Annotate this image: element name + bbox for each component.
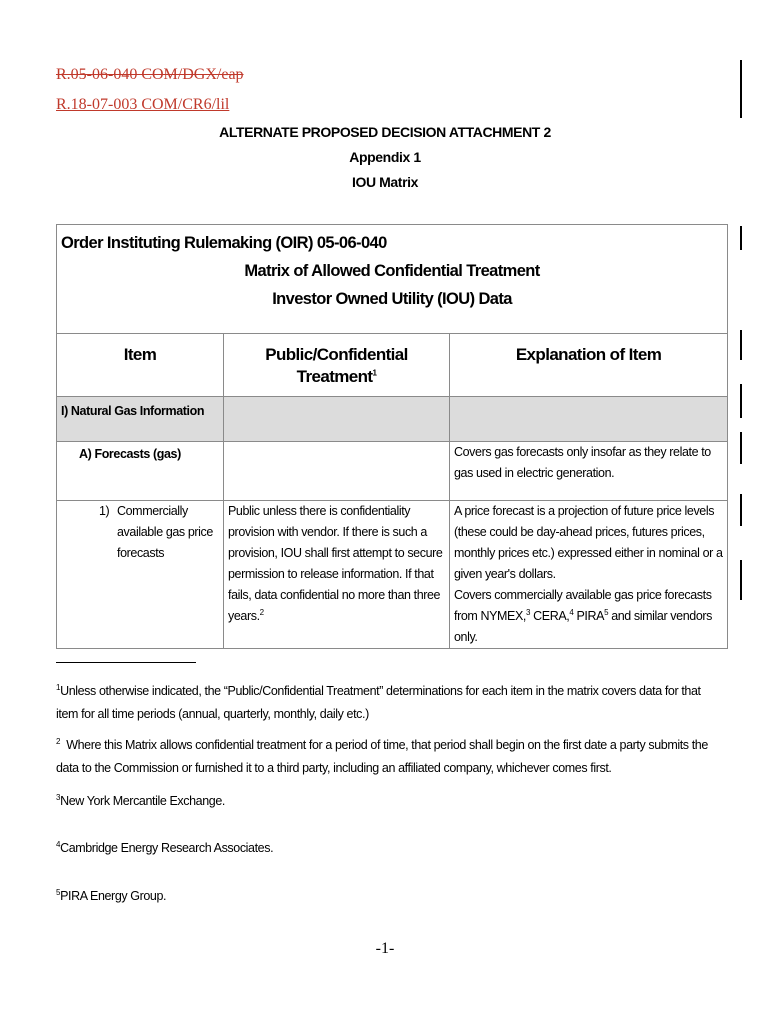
row-explanation-forecasts: Covers gas forecasts only insofar as they relate to gas used in electric generation.	[450, 442, 728, 501]
change-bar	[740, 384, 742, 418]
row-item-number: 1)	[99, 504, 110, 518]
footnote-4: $^4$Cambridge Energy Research Associates.	[56, 839, 274, 855]
section-cell-empty	[224, 397, 450, 442]
footnote-2: $^2$ Where this Matrix allows confidential treatment for a period of time, that period shall begin on the first date a party submits the data to the Commission or furnished it to a third party, including an affiliated company, whichever comes first.	[56, 736, 711, 775]
page-number: -1-	[375, 940, 395, 957]
inserted-proceeding-reference: R.18-07-003 COM/CR6/lil	[56, 96, 230, 113]
matrix-title-oir: Order Instituting Rulemaking (OIR) 05-06-040	[61, 234, 387, 252]
column-header-row	[57, 334, 728, 397]
column-header-explanation: Explanation of Item	[450, 334, 728, 397]
footnote-ref: 5	[604, 607, 609, 617]
row-treatment-text: Public unless there is confidentiality provision with vendor. If there is such a provision, IOU shall first attempt to secure permission to release information. If that fails, data confidential no more than three years.	[228, 504, 443, 623]
table-row	[57, 501, 728, 649]
explanation-paragraph: A price forecast is a projection of future price levels (these could be day-ahead prices, futures prices, monthly prices etc.) expressed either in nominal or a given year's dollars.	[454, 504, 723, 581]
explanation-paragraph: Covers commercially available gas price forecasts from NYMEX,$^3$ CERA,$^4$ PIRA$^5$ and similar vendors only.	[454, 588, 712, 644]
footnote-5: $^5$PIRA Energy Group.	[56, 887, 167, 903]
row-item-label: Commercially available gas price forecasts	[117, 504, 213, 560]
footnote-ref: 1	[372, 368, 377, 378]
appendix-title: Appendix 1	[349, 149, 421, 165]
column-header-treatment	[224, 334, 450, 397]
deleted-proceeding-reference: R.05-06-040 COM/DGX/eap	[56, 66, 244, 83]
footnote-separator	[56, 662, 196, 663]
change-bar	[740, 494, 742, 526]
change-bar	[740, 330, 742, 360]
footnote-ref: 4	[569, 607, 574, 617]
attachment-title: ALTERNATE PROPOSED DECISION ATTACHMENT 2	[219, 124, 551, 140]
footnote-3: $^3$New York Mercantile Exchange.	[56, 792, 225, 808]
matrix-title-scope: Investor Owned Utility (IOU) Data	[272, 290, 512, 308]
change-bar	[740, 432, 742, 464]
table-row	[57, 442, 728, 501]
footnote-ref: 3	[526, 607, 531, 617]
section-cell-empty	[450, 397, 728, 442]
row-item-forecasts: A) Forecasts (gas)	[57, 442, 224, 501]
footnote-ref: 2	[259, 607, 264, 617]
section-row	[57, 397, 728, 442]
matrix-subtitle: IOU Matrix	[351, 174, 418, 190]
matrix-title-main: Matrix of Allowed Confidential Treatment	[244, 262, 540, 280]
column-header-treatment-label: Public/Confidential Treatment	[265, 345, 408, 386]
row-treatment-commercial-forecasts	[224, 501, 450, 649]
change-bar	[740, 226, 742, 250]
change-bar	[740, 60, 742, 118]
row-treatment-empty	[224, 442, 450, 501]
row-explanation-commercial-forecasts	[450, 501, 728, 649]
column-header-item: Item	[57, 334, 224, 397]
footnote-1: $^1$Unless otherwise indicated, the “Public/Confidential Treatment” determinations for each item in the matrix covers data for that item for all time periods (annual, quarterly, monthly, daily etc.)	[56, 682, 701, 721]
confidentiality-matrix-table	[56, 224, 728, 649]
matrix-title-cell	[57, 225, 728, 334]
section-label: I) Natural Gas Information	[57, 397, 224, 442]
change-bar	[740, 560, 742, 600]
row-item-commercial-forecasts	[57, 501, 224, 649]
